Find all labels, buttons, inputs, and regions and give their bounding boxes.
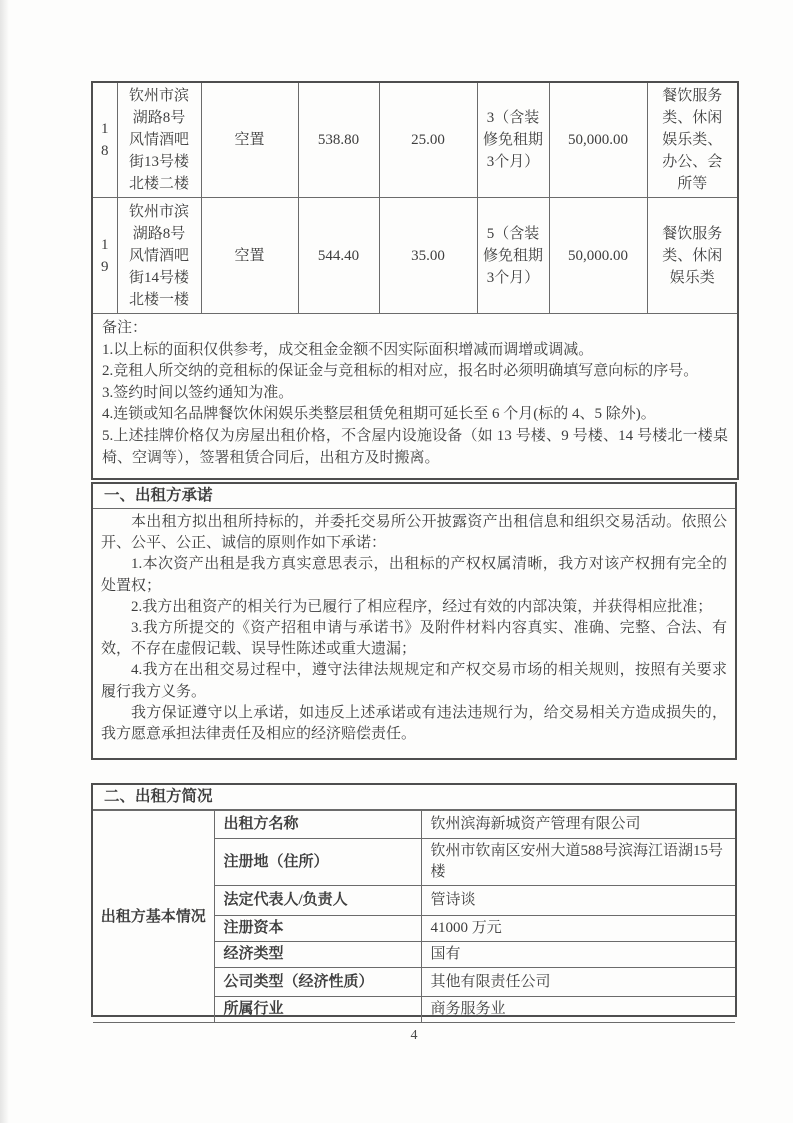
listing-table [91,81,739,480]
cell-price: 35.00 [379,198,477,314]
commitment-paragraph: 3.我方所提交的《资产招租申请与承诺书》及附件材料内容真实、准确、完整、合法、有效，不存在虚假记载、误导性陈述或重大遗漏； [101,620,727,658]
remarks-label: 备注： [102,320,148,336]
section-lessor-commitment [91,482,737,760]
field-value: 商务服务业 [421,997,735,1023]
cell-lease-term: 3（含装修免租期3个月） [477,82,549,198]
remark-item: 1.以上标的面积仅供参考，成交租金金额不因实际面积增减而调增或调减。 [102,341,594,358]
cell-address: 钦州市滨湖路8号风情酒吧街13号楼北楼二楼 [117,82,201,198]
cell-area: 538.80 [298,82,379,198]
field-label: 法定代表人/负责人 [214,886,421,916]
field-value: 其他有限责任公司 [421,968,735,997]
cell-address: 钦州市滨湖路8号风情酒吧街14号楼北楼一楼 [117,198,201,314]
cell-usage: 餐饮服务类、休闲娱乐类 [647,198,738,314]
remarks-row [92,314,738,480]
cell-row-number: 18 [92,82,117,198]
section-lessor-profile [91,783,737,1017]
field-label: 经济类型 [214,942,421,968]
section-two-title: 二、出租方简况 [93,785,735,810]
field-value: 钦州市钦南区安州大道588号滨海江语湖15号楼 [421,839,735,886]
cell-deposit: 50,000.00 [549,198,647,314]
table-row [92,198,738,314]
field-label: 注册地（住所） [214,839,421,886]
commitment-paragraph: 1.本次资产出租是我方真实意思表示，出租标的产权权属清晰，我方对该产权拥有完全的处置权； [101,556,727,594]
scan-edge-artifact [0,0,9,1123]
remark-item: 5.上述挂牌价格仅为房屋出租价格，不含屋内设施设备（如 13 号楼、9 号楼、14 号楼北一楼桌椅、空调等），签署租赁合同后，出租方及时搬离。 [102,427,728,466]
table-row [93,811,735,839]
lessor-info-table [93,810,735,1023]
field-value: 管诗谈 [421,886,735,916]
field-value: 41000 万元 [421,916,735,942]
cell-area: 544.40 [298,198,379,314]
field-label: 注册资本 [214,916,421,942]
remark-item: 2.竞租人所交纳的竞租标的保证金与竞租标的相对应，报名时必须明确填写意向标的序号。 [102,363,699,380]
field-label: 公司类型（经济性质） [214,968,421,997]
commitment-paragraph: 2.我方出租资产的相关行为已履行了相应程序，经过有效的内部决策，并获得相应批准； [131,598,713,615]
field-value: 钦州滨海新城资产管理有限公司 [421,811,735,839]
cell-lease-term: 5（含装修免租期3个月） [477,198,549,314]
section-one-title: 一、出租方承诺 [93,484,735,509]
field-value: 国有 [421,942,735,968]
remark-item: 4.连锁或知名品牌餐饮休闲娱乐类整层租赁免租期可延长至 6 个月(标的 4、5 除外)。 [102,406,656,423]
cell-status: 空置 [201,82,298,198]
page-number: 4 [410,1028,418,1043]
group-label-cell: 出租方基本情况 [93,811,214,1023]
cell-usage: 餐饮服务类、休闲娱乐类、办公、会所等 [647,82,738,198]
table-row [92,82,738,198]
commitment-paragraph: 我方保证遵守以上承诺，如违反上述承诺或有违法违规行为，给交易相关方造成损失的，我方愿意承担法律责任及相应的经济赔偿责任。 [101,704,727,743]
cell-deposit: 50,000.00 [549,82,647,198]
commitment-paragraph: 本出租方拟出租所持标的，并委托交易所公开披露资产出租信息和组织交易活动。依照公开、公平、公正、诚信的原则作如下承诺： [101,514,727,552]
commitment-paragraph: 4.我方在出租交易过程中，遵守法律法规规定和产权交易市场的相关规则，按照有关要求履行我方义务。 [101,662,727,700]
remark-item: 3.签约时间以签约通知为准。 [102,384,294,401]
cell-price: 25.00 [379,82,477,198]
cell-status: 空置 [201,198,298,314]
field-label: 出租方名称 [214,811,421,839]
cell-row-number: 19 [92,198,117,314]
remarks-cell [92,314,738,480]
field-label: 所属行业 [214,997,421,1023]
section-one-body [93,509,735,745]
